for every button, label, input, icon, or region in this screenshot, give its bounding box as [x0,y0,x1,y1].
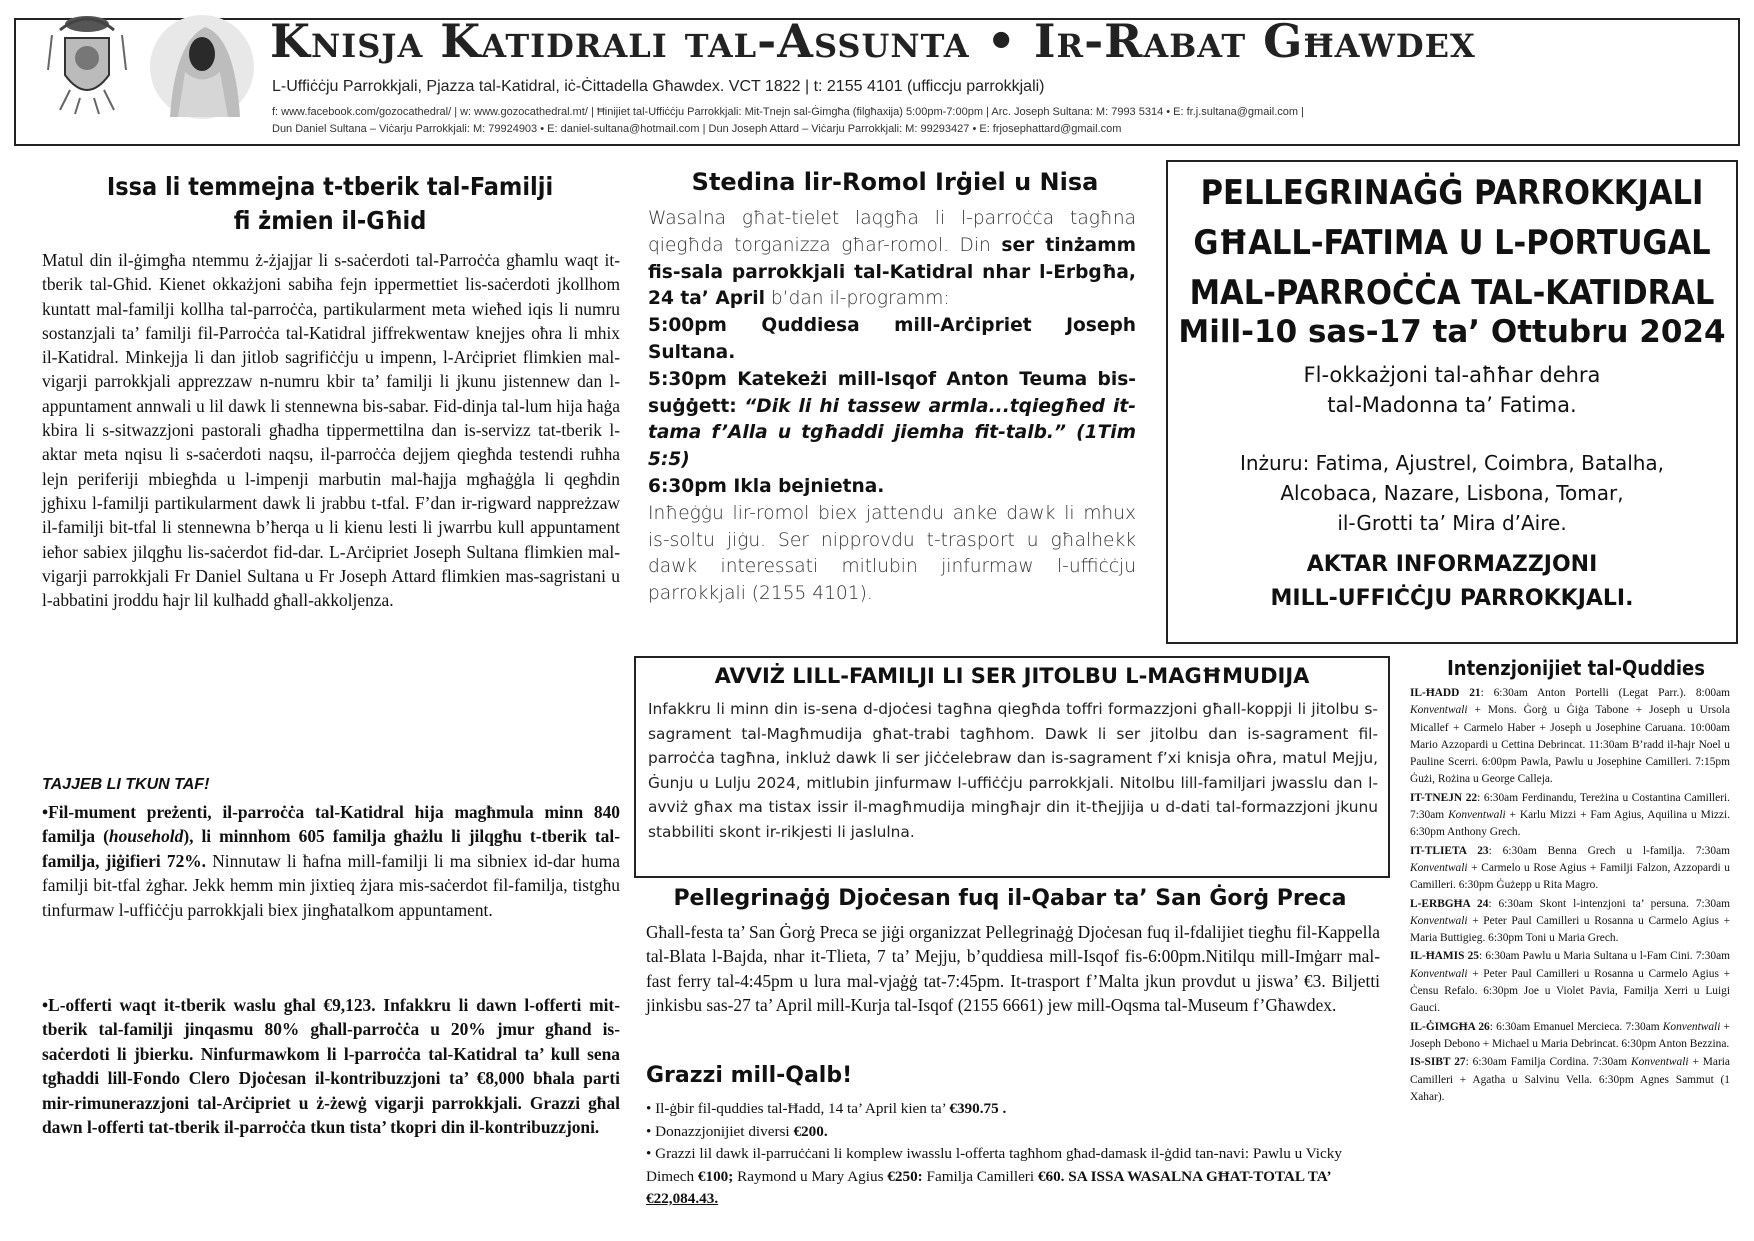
donation-amount: €200. [793,1122,828,1140]
body-text: Wasalna għat-tielet laqgħa li l-parroċċa tagħna qiegħda torganizza għar-romol. Din [648,208,1136,256]
list-item [1410,948,1730,1017]
heading-line: Issa li temmejna t-tberik tal-Familji [106,172,554,201]
places-line: Alcobaca, Nazare, Lisbona, Tomar, [1280,481,1624,505]
list-item [1410,896,1730,948]
program-item: 6:30pm Ikla bejnietna. [648,475,885,497]
program-quote: “Dik li hi tassew armla...tqiegħed it-tama f’Alla u tgħaddi jiemha fit-talb.” (1Tim 5:5) [648,395,1136,471]
stedina-body [648,206,1136,608]
donation-text: Familja Camilleri [922,1167,1038,1185]
program-item: 5:30pm Katekeżi mill-Isqof Anton Teuma bis-suġġett: [648,368,1136,417]
intention-keyword: Konventwali [1410,704,1468,717]
section-title: Intenzjonijiet tal-Quddies [1447,656,1705,680]
contact-line: Dun Daniel Sultana – Viċarju Parrokkjali: M: 79924903 • E: daniel-sultana@hotmail.com | Dun Joseph Attard – Viċarju Parrokkjali: M: 99293427 • E: frjosephattard@gmail.com [272,123,1122,135]
intention-text: : 6:30am Ferdinandu, Tereżina u Costantina Camilleri. 7:30am [1410,791,1731,822]
intention-text: : 6:30am Pawlu u Maria Sultana u l-Fam Cini. 7:30am [1479,950,1730,963]
donation-amount: €390.75 . [949,1100,1007,1117]
intention-text: + Joseph Debono + Michael u Maria Debrincat. 6:30pm Anton Bezzina. [1410,1020,1730,1050]
subheading: TAJJEB LI TKUN TAF! [42,776,210,793]
donation-text: • Donazzjonijiet diversi [646,1122,794,1140]
donation-text: Raymond u Mary Agius [733,1167,888,1185]
info-line: MILL-UFFIĊĊJU PARROKKJALI. [1270,586,1634,611]
intention-text: + Peter Paul Camilleri u Rosanna u Carmelo Agius + Maria Buttigieg. 6:30pm Toni u Maria Grech. [1410,914,1730,945]
pilgrimage-places [1168,448,1736,538]
pilgrimage-occasion [1168,360,1736,420]
intention-text: + Carmelo u Rose Agius + Familji Falzon, Azzopardi u Camilleri. 6:30pm Ġużepp u Rita Magro. [1410,861,1730,892]
article-body: Matul din il-ġimgħa ntemmu ż-żjajjar li s-saċerdoti tal-Parroċċa għamlu waqt it-tberik tal-Għid. Kienet okkażjoni sabiħa fejn ippermettiet lis-saċerdoti jkollhom kuntatt mal-familji kollha tal-parroċċa, partikularment meta wieħed iqis li numru sostanzjali ta’ familji fil-Parroċċa tal-Katidral jiffrekwentaw knejjes oħra li mhix il-Katidral. Minkejja li dan jitlob sagrifiċċju u impenn, l-Arċipriet flimkien mal-vigarji parrokkjali apprezzaw n-numru kbir ta’ familji li jkunu jistennew dan l-appuntament annwali u lil dawk li stennewna bis-sabar. Fid-dinja tal-lum hija ħaġa kbira li s-sitwazzjoni pastorali għadha tippermettilna dan is-servizz tat-tberik l-aktar meta nqisu li s-saċerdoti naqsu, il-parroċċa dejjem qiegħda testendi ruħha lejn periferiji mbiegħda u l-impenji marbutin mal-ħajja mgħaġġla li qegħdin jgħixu l-familji partikularment dawk li jrabbu t-tfal. F’dan ir-rigward nappreżzaw il-familji bit-tfal li stennewna b’ħerqa u li kienu lesti li jwarrbu kull appuntament ieħor sabiex jilqgħu lis-saċerdot fid-dar. L-Arċipriet Joseph Sultana flimkien mal-vigarji parrokkjali Fr Daniel Sultana u Fr Joseph Attard flimkien mas-sagristani u l-abbatini jroddu ħajr lil kulħadd għall-akkoljenza. [42,250,620,611]
intention-text: : 6:30am Anton Portelli (Legat Parr.). 8:00am [1480,687,1731,699]
intention-text: : 6:30am Benna Grech u l-familja. 7:30am [1488,844,1730,857]
list-item [1410,1054,1730,1106]
intention-keyword: Konventwali [1410,861,1468,874]
donation-amount: €250: [887,1167,923,1185]
title-line: GĦALL-FATIMA U L-PORTUGAL [1193,223,1711,263]
day-label: IL-ĠIMGĦA 26 [1410,1020,1490,1033]
occasion-line: Fl-okkażjoni tal-aħħar dehra [1303,363,1601,387]
body-text: ser tinżamm fis-sala parrokkjali tal-Katidral nhar l-Erbgħa, 24 ta’ April [648,234,1136,310]
list-item [1410,790,1730,842]
intention-text: + Mons. Ġorġ u Ġiġa Tabone + Joseph u Ursola Micallef + Carmelo Haber + Joseph u Josephine Caruana. 10:00am Mario Azzopardi u Cettina Debrincat. 11:30am B’radd il-ħajr Noel u Pauline Scerri. 6:00pm Pawla, Pawlu u Josephine Camilleri. 7:15pm Ġużi, Rożina u George Calleja. [1410,704,1730,786]
intention-keyword: Konventwali [1662,1020,1721,1033]
section-body: Għall-festa ta’ San Ġorġ Preca se jiġi organizzat Pellegrinaġġ Djoċesan fuq il-fdalijiet tiegħu fil-Kappella tal-Blata l-Bajda, nhar it-Tlieta, 7 ta’ Mejju, b’quddiesa mill-Isqof fis-6:00pm.Nitilqu mill-Imġarr mal-fast ferry tal-4:45pm u lura mal-vjaġġ tat-7:45pm. It-trasport f’Malta jkun provdut u jiswa’ €3. Biljetti jinkisbu sas-27 ta’ April mill-Kurja tal-Isqof (2155 6661) jew mill-Oqsma tal-Museum f’Għawdex. [646,922,1380,1015]
info-line: AKTAR INFORMAZZJONI [1306,552,1598,577]
contact-line: f: www.facebook.com/gozocathedral/ | w: www.gozocathedral.mt/ | Ħinijiet tal-Uffiċċju Parrokkjali: Mit-Tnejn sal-Ġimgħa (filgħaxija) 5:00pm-7:00pm | Arc. Joseph Sultana: M: 7993 5314 • E: fr.j.sultana@gmail.com | [272,106,1304,118]
stat-text: •Fil-mument preżenti, il-parroċċa tal-Katidral hija magħmula minn 840 familja ( [42,802,620,847]
pilgrimage-title [1168,168,1736,318]
day-label: L-ERBGĦA 24 [1410,897,1489,910]
day-label: IS-SIBT 27 [1410,1056,1466,1069]
intention-text: + Karlu Mizzi + Fam Agius, Aquilina u Mizzi. 6:30pm Anthony Grech. [1410,809,1731,839]
intention-keyword: Konventwali [1410,914,1468,927]
intention-text: + Peter Paul Camilleri u Rosanna u Carmelo Agius + Ċensu Refalo. 6:30pm Joe u Violet Pavia, Familja Xerri u Luigi Gauci. [1410,967,1730,1015]
notice-title: AVVIŻ LILL-FAMILJI LI SER JITOLBU L-MAGĦMUDIJA [714,664,1310,688]
donation-text: • Grazzi lil dawk il-parruċċani li komplew iwasslu l-offerta tagħhom għad-damask il-ġdid tan-navi: Pawlu u Vicky Dimech [646,1145,1342,1185]
intention-keyword: Konventwali [1410,967,1468,980]
heading-line: fi żmien il-Għid [233,206,427,235]
list-item [1410,1019,1730,1054]
donation-item [646,1143,1380,1211]
intention-text: : 6:30am Skont l-intenzjoni ta’ persuna. 7:30am [1488,897,1730,910]
donation-total-label: SA ISSA WASALNA GĦAT-TOTAL TA’ [1064,1167,1331,1185]
places-line: il-Grotti ta’ Mira d’Aire. [1337,511,1567,535]
donations-list [646,1098,1380,1211]
body-text: Inħeġġu lir-romol biex jattendu anke dawk li mhux is-soltu jiġu. Ser nipprovdu t-trasport u għalhekk dawk interessati mitlubin jinfurmaw l-uffiċċju parrokkjali (2155 4101). [648,502,1136,605]
mass-intentions-list [1410,685,1730,1107]
intention-keyword: Konventwali [1630,1056,1689,1069]
day-label: IT-TNEJN 22 [1410,791,1478,804]
pilgrimage-info [1168,548,1736,616]
stat-emphasis: household [108,826,184,847]
occasion-line: tal-Madonna ta’ Fatima. [1327,393,1577,417]
page-title: Knisja Katidrali tal-Assunta • Ir-Rabat Għawdex [270,14,1476,68]
title-line: MAL-PARROĊĊA TAL-KATIDRAL [1189,273,1715,313]
donation-text: • Il-ġbir fil-quddies tal-Ħadd, 14 ta’ April kien ta’ [646,1100,950,1117]
coat-of-arms-icon [40,10,135,115]
section-title: Grazzi mill-Qalb! [646,1063,853,1088]
day-label: IL-ĦADD 21 [1410,687,1481,699]
intention-text: + Maria Camilleri + Agatha u Salvinu Vella. 6:30pm Agnes Sammut (1 Xahar). [1410,1056,1730,1103]
intention-text: : 6:30am Emanuel Mercieca. 7:30am [1489,1020,1663,1033]
donation-amount: €60. [1037,1167,1065,1185]
section-title: Stedina lir-Romol Irġiel u Nisa [691,168,1099,196]
title-line: PELLEGRINAĠĠ PARROKKJALI [1200,173,1704,213]
donation-item [646,1098,1380,1121]
day-label: IT-TLIETA 23 [1410,844,1489,857]
list-item [1410,685,1730,789]
intention-text: : 6:30am Familja Cordina. 7:30am [1465,1056,1631,1069]
donation-item [646,1121,1380,1144]
parish-address: L-Uffiċċju Parrokkjali, Pjazza tal-Katidral, iċ-Ċittadella Għawdex. VCT 1822 | t: 2155 4101 (ufficcju parrokkjali) [272,78,1045,95]
pilgrimage-dates: Mill-10 sas-17 ta’ Ottubru 2024 [1178,314,1726,350]
article-heading [40,170,620,238]
section-title: Pellegrinaġġ Djoċesan fuq il-Qabar ta’ San Ġorġ Preca [673,886,1347,911]
list-item [1410,843,1730,895]
body-text: b’dan il-programm: [770,288,950,310]
donation-total: €22,084.43. [646,1190,719,1207]
stat-text: ), li minnhom 605 familja għażlu li jilqgħu t-tberik tal-familja, jiġifieri 72%. [42,826,620,871]
stat-text: Ninnutaw li ħafna mill-familji li ma sibniex id-dar huma familji bit-tfal żgħar. Jekk hemm min jixtieq żjara mis-saċerdot fil-familja, tistgħu tinfurmaw l-uffiċċju parrokkjali biex jingħatalkom appuntament. [42,850,620,920]
places-line: Inżuru: Fatima, Ajustrel, Coimbra, Batalha, [1239,451,1665,475]
notice-body: Infakkru li minn din is-sena d-djoċesi tagħna qiegħda toffri formazzjoni għall-koppji li jitolbu s-sagrament tal-Magħmudija għat-trabi tagħhom. Dawk li ser jitolbu dan is-sagrament fil-parroċċa tagħna, inkluż dawk li ser jiċċelebraw dan is-sagrament f’xi knisja oħra, matul Mejju, Ġunju u Lulju 2024, mitlubin jinfurmaw l-uffiċċju parrokkjali. Nitolbu lill-familjari jwasslu dan l-avviż għax ma tistax issir il-magħmudija mingħajr din it-tħejjija u d-dati tal-formazzjoni jkunu stabbiliti skont ir-rikjesti li jaslulna. [648,700,1378,841]
program-item: 5:00pm Quddiesa mill-Arċipriet Joseph Sultana. [648,315,1136,363]
day-label: IL-ĦAMIS 25 [1410,950,1479,963]
stat-paragraph [42,800,620,922]
madonna-statue-icon [150,12,255,122]
donation-amount: €100; [697,1167,734,1185]
stat-paragraph: •L-offerti waqt it-tberik waslu għal €9,123. Infakkru li dawn l-offerti mit-tberik tal-familji jinqasmu 80% għall-parroċċa u 20% jmur għand is-saċerdoti li jbierku. Ninfurmawkom li l-parroċċa tal-Katidral ta’ kull sena tgħaddi lill-Fondo Clero Djoċesan il-kontribuzzjoni ta’ €8,000 bħala parti mir-rimunerazzjoni tal-Arċipriet u ż-żewġ vigarji parrokkjali. Grazzi għal dawn l-offerti tat-tberik il-parroċċa tkun tista’ tkopri din il-kontribuzzjoni. [42,995,620,1138]
intention-keyword: Konventwali [1448,809,1506,822]
